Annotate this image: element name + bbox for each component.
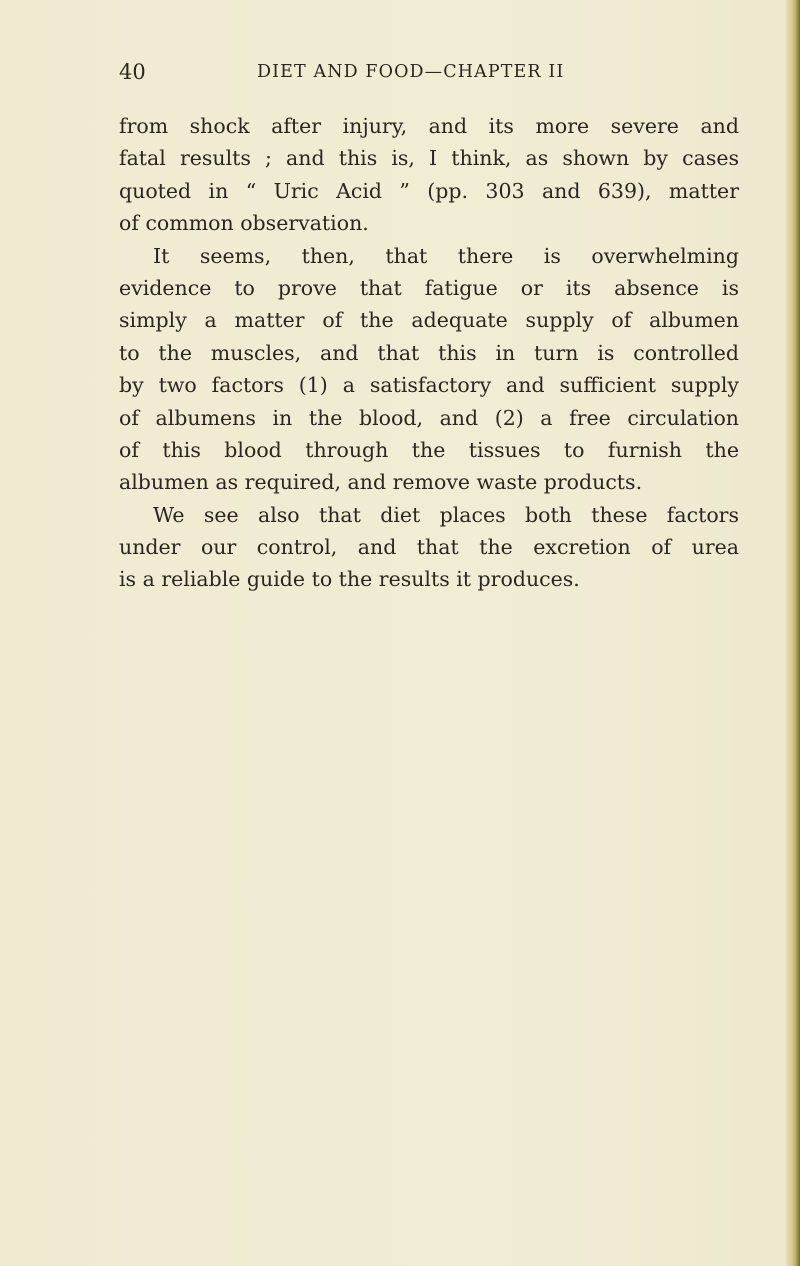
- text-line: from shock after injury, and its more severe and: [119, 114, 739, 138]
- page-number: 40: [119, 60, 146, 84]
- page-edge-shadow: [786, 0, 800, 1266]
- text-line: to the muscles, and that this in turn is controlled: [119, 340, 739, 365]
- text-line: by two factors (1) a satisfactory and sufficient supply: [119, 373, 739, 398]
- text-line: under our control, and that the excretion of urea: [119, 535, 739, 560]
- text-line: is a reliable guide to the results it produces.: [119, 567, 580, 592]
- chapter-title: DIET AND FOOD—CHAPTER II: [257, 62, 565, 82]
- text-line: fatal results ; and this is, I think, as shown by cases: [119, 146, 739, 171]
- text-line: albumen as required, and remove waste products.: [119, 470, 643, 495]
- paragraph-start-line: We see also that diet places both these factors: [153, 502, 739, 527]
- text-line: simply a matter of the adequate supply of albumen: [119, 308, 739, 333]
- text-line: of this blood through the tissues to furnish the: [119, 437, 739, 462]
- text-line: of common observation.: [119, 211, 369, 236]
- body-text: [119, 110, 739, 596]
- running-head: [119, 60, 739, 90]
- text-line: evidence to prove that fatigue or its absence is: [119, 275, 739, 300]
- text-line: of albumens in the blood, and (2) a free circulation: [119, 405, 739, 430]
- text-line: quoted in “ Uric Acid ” (pp. 303 and 639), matter: [119, 178, 739, 203]
- paragraph-start-line: It seems, then, that there is overwhelming: [153, 243, 739, 268]
